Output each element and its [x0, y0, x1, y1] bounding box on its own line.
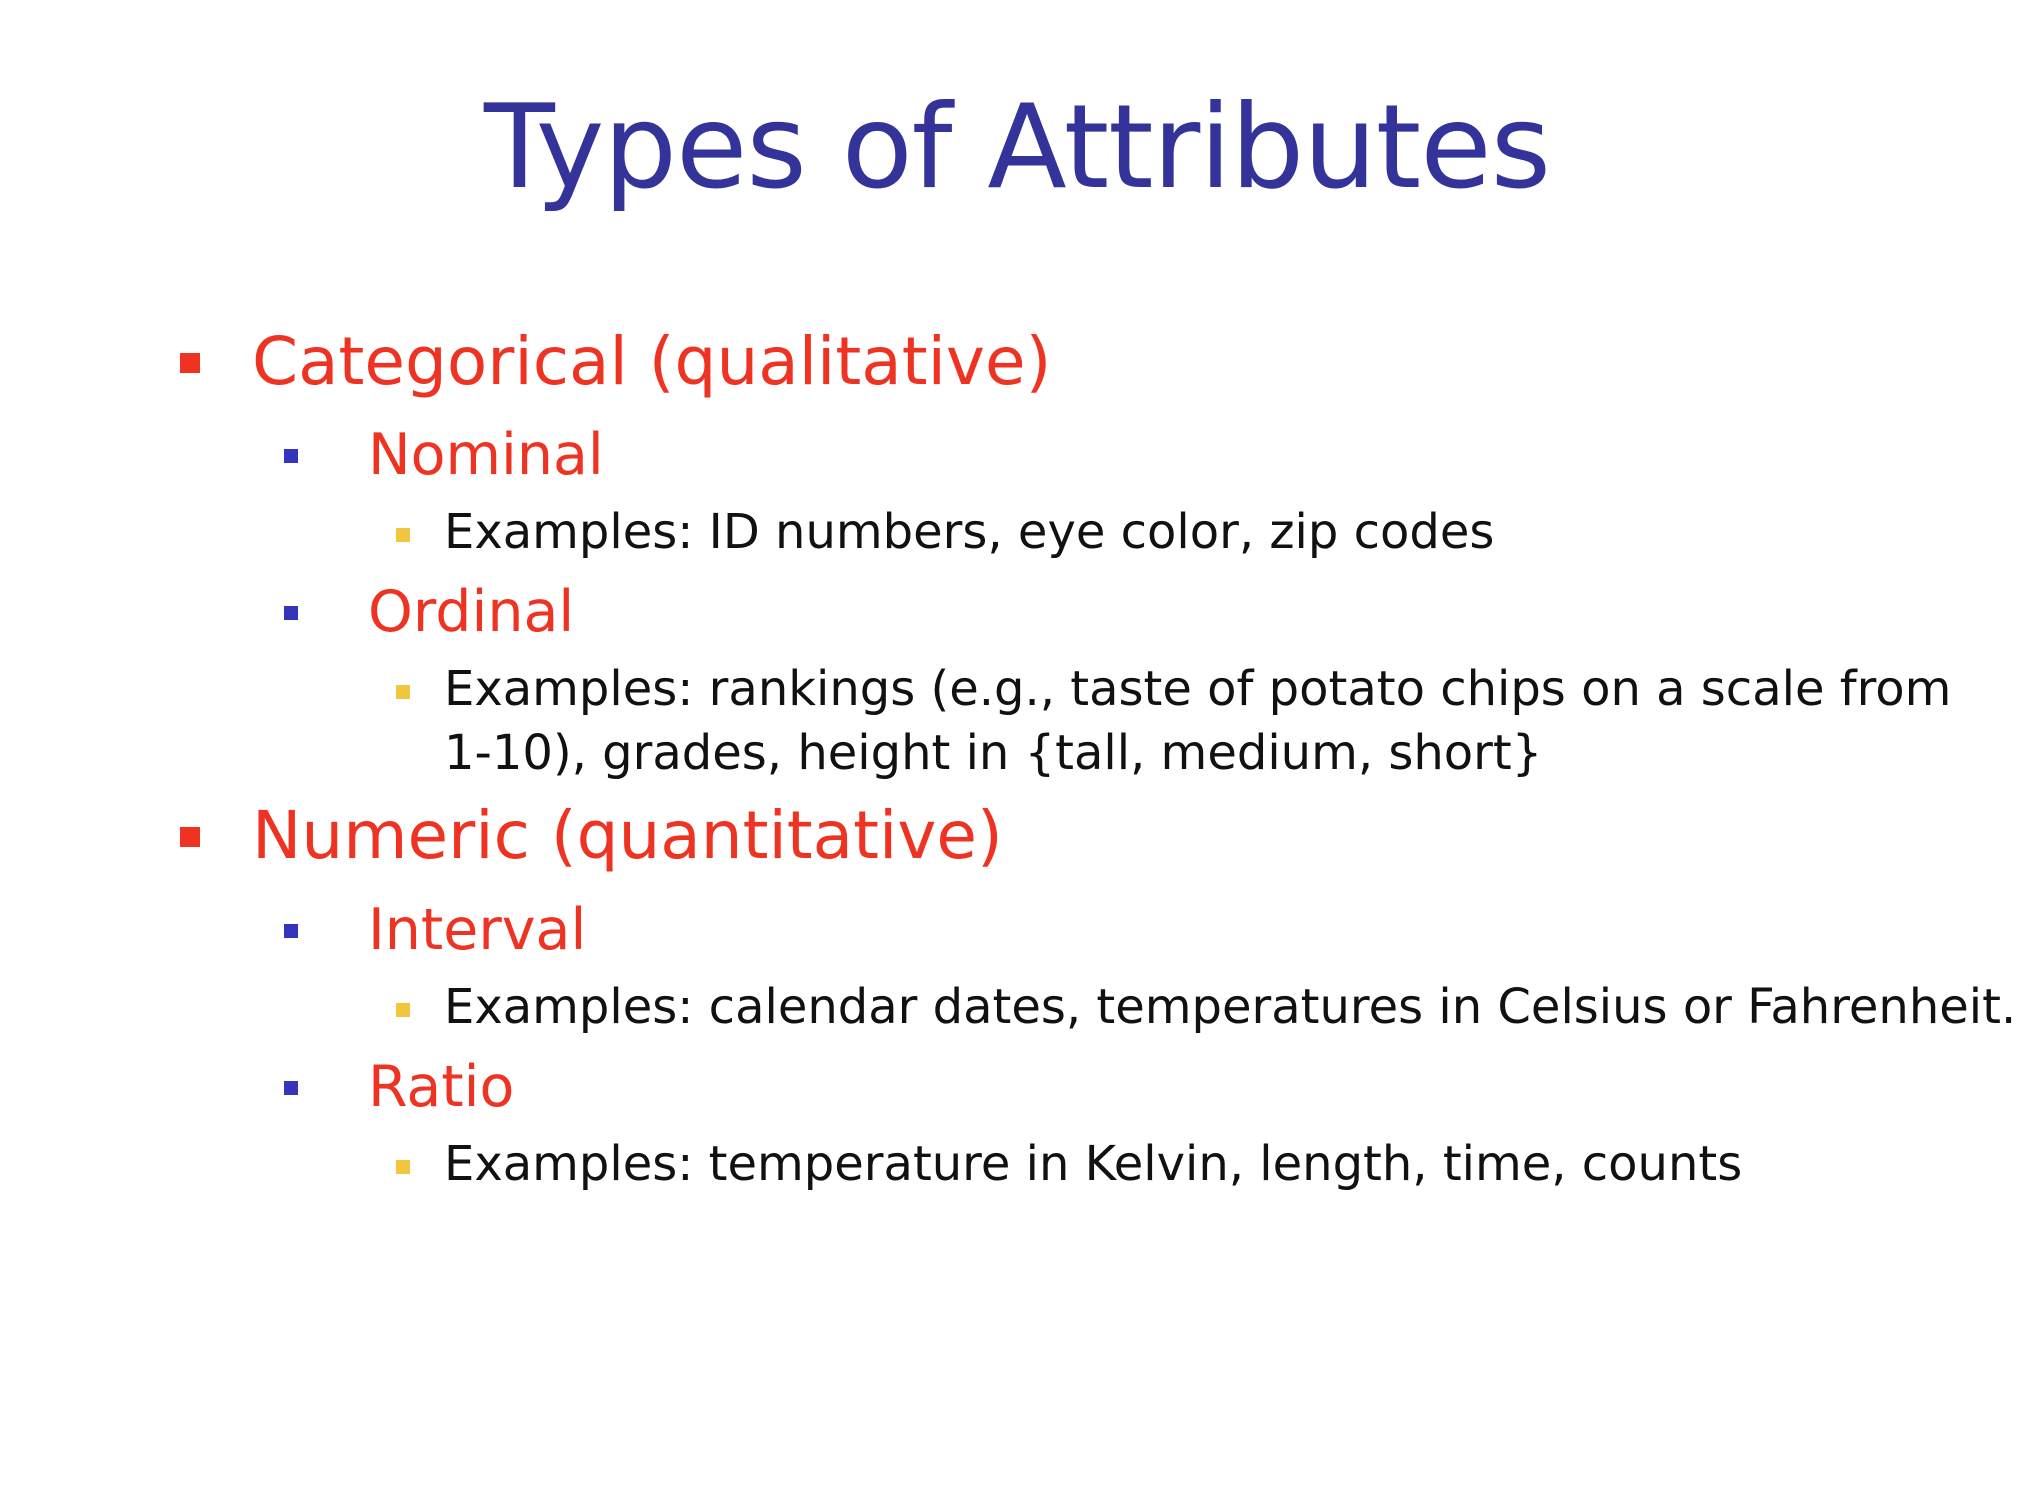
square-bullet-icon: [284, 1081, 298, 1095]
sub-bullet-ratio: [368, 1052, 514, 1122]
square-bullet-icon: [180, 827, 200, 847]
square-bullet-icon: [396, 1160, 410, 1174]
bullet-label: Categorical (qualitative): [252, 323, 1052, 400]
sub-bullet-ordinal: [368, 577, 574, 647]
sub-bullet-nominal: [368, 420, 604, 490]
square-bullet-icon: [180, 353, 200, 373]
square-bullet-icon: [284, 924, 298, 938]
example-text: Examples: ID numbers, eye color, zip codes: [444, 504, 1495, 560]
sub-bullet-label: Nominal: [368, 422, 604, 488]
slide-title: Types of Attributes: [483, 80, 1551, 215]
sub-bullet-label: Ratio: [368, 1054, 515, 1120]
example-text-line-2: 1-10), grades, height in {tall, medium, short}: [444, 725, 1543, 781]
example-nominal: [444, 500, 1494, 564]
square-bullet-icon: [396, 685, 410, 699]
square-bullet-icon: [284, 606, 298, 620]
square-bullet-icon: [396, 1003, 410, 1017]
bullet-label: Numeric (quantitative): [252, 797, 1003, 874]
example-ordinal: [444, 657, 1951, 785]
square-bullet-icon: [396, 528, 410, 542]
example-text-line-1: Examples: rankings (e.g., taste of potato chips on a scale from: [444, 661, 1952, 717]
bullet-categorical: [252, 322, 1051, 402]
example-text: Examples: calendar dates, temperatures in Celsius or Fahrenheit.: [444, 979, 2017, 1035]
example-ratio: [444, 1132, 1742, 1196]
sub-bullet-label: Interval: [368, 897, 587, 963]
bullet-numeric: [252, 796, 1003, 876]
sub-bullet-interval: [368, 895, 586, 965]
square-bullet-icon: [284, 449, 298, 463]
example-text: Examples: temperature in Kelvin, length, time, counts: [444, 1136, 1743, 1192]
sub-bullet-label: Ordinal: [368, 579, 575, 645]
example-interval: [444, 975, 2016, 1039]
